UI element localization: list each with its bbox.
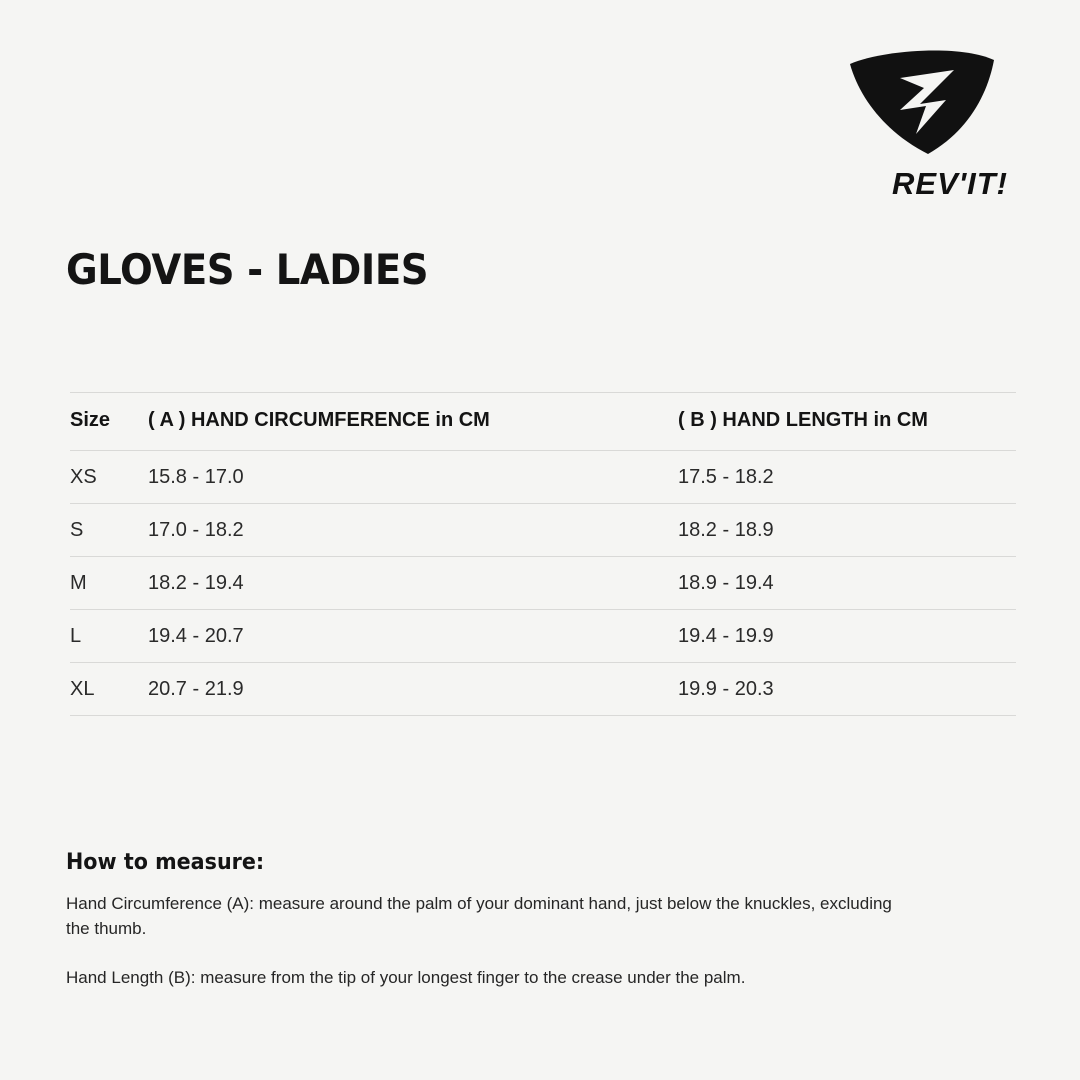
cell-size: XL bbox=[70, 663, 148, 716]
cell-length: 19.4 - 19.9 bbox=[678, 610, 1016, 663]
how-to-measure-circumference-text: Hand Circumference (A): measure around the palm of your dominant hand, just below the knuckles, excluding the thumb. bbox=[66, 894, 892, 938]
cell-circumference: 20.7 - 21.9 bbox=[148, 663, 678, 716]
size-table bbox=[70, 392, 1016, 716]
cell-size: M bbox=[70, 557, 148, 610]
cell-size: XS bbox=[70, 451, 148, 504]
cell-circumference: 18.2 - 19.4 bbox=[148, 557, 678, 610]
how-to-measure-section bbox=[66, 850, 966, 990]
table-row bbox=[70, 610, 1016, 663]
how-to-measure-length-text: Hand Length (B): measure from the tip of your longest finger to the crease under the palm. bbox=[66, 968, 746, 987]
cell-size: L bbox=[70, 610, 148, 663]
cell-length: 18.2 - 18.9 bbox=[678, 504, 1016, 557]
column-header-hand-length: ( B ) HAND LENGTH in CM bbox=[678, 393, 1016, 451]
cell-length: 17.5 - 18.2 bbox=[678, 451, 1016, 504]
column-header-hand-circumference: ( A ) HAND CIRCUMFERENCE in CM bbox=[148, 393, 678, 451]
how-to-measure-heading: How to measure: bbox=[66, 850, 265, 875]
page-title: GLOVES - LADIES bbox=[66, 245, 429, 294]
table-row bbox=[70, 504, 1016, 557]
cell-circumference: 15.8 - 17.0 bbox=[148, 451, 678, 504]
table-body bbox=[70, 451, 1016, 716]
column-header-size: Size bbox=[70, 393, 148, 451]
cell-length: 18.9 - 19.4 bbox=[678, 557, 1016, 610]
cell-size: S bbox=[70, 504, 148, 557]
table-row bbox=[70, 451, 1016, 504]
cell-length: 19.9 - 20.3 bbox=[678, 663, 1016, 716]
table-header-row bbox=[70, 393, 1016, 451]
cell-circumference: 19.4 - 20.7 bbox=[148, 610, 678, 663]
table-row bbox=[70, 557, 1016, 610]
table-header bbox=[70, 393, 1016, 451]
table-row bbox=[70, 663, 1016, 716]
revit-shield-logo-icon bbox=[842, 48, 1002, 156]
cell-circumference: 17.0 - 18.2 bbox=[148, 504, 678, 557]
brand-logo bbox=[832, 48, 1012, 202]
brand-wordmark: REV'IT! bbox=[892, 166, 1008, 201]
